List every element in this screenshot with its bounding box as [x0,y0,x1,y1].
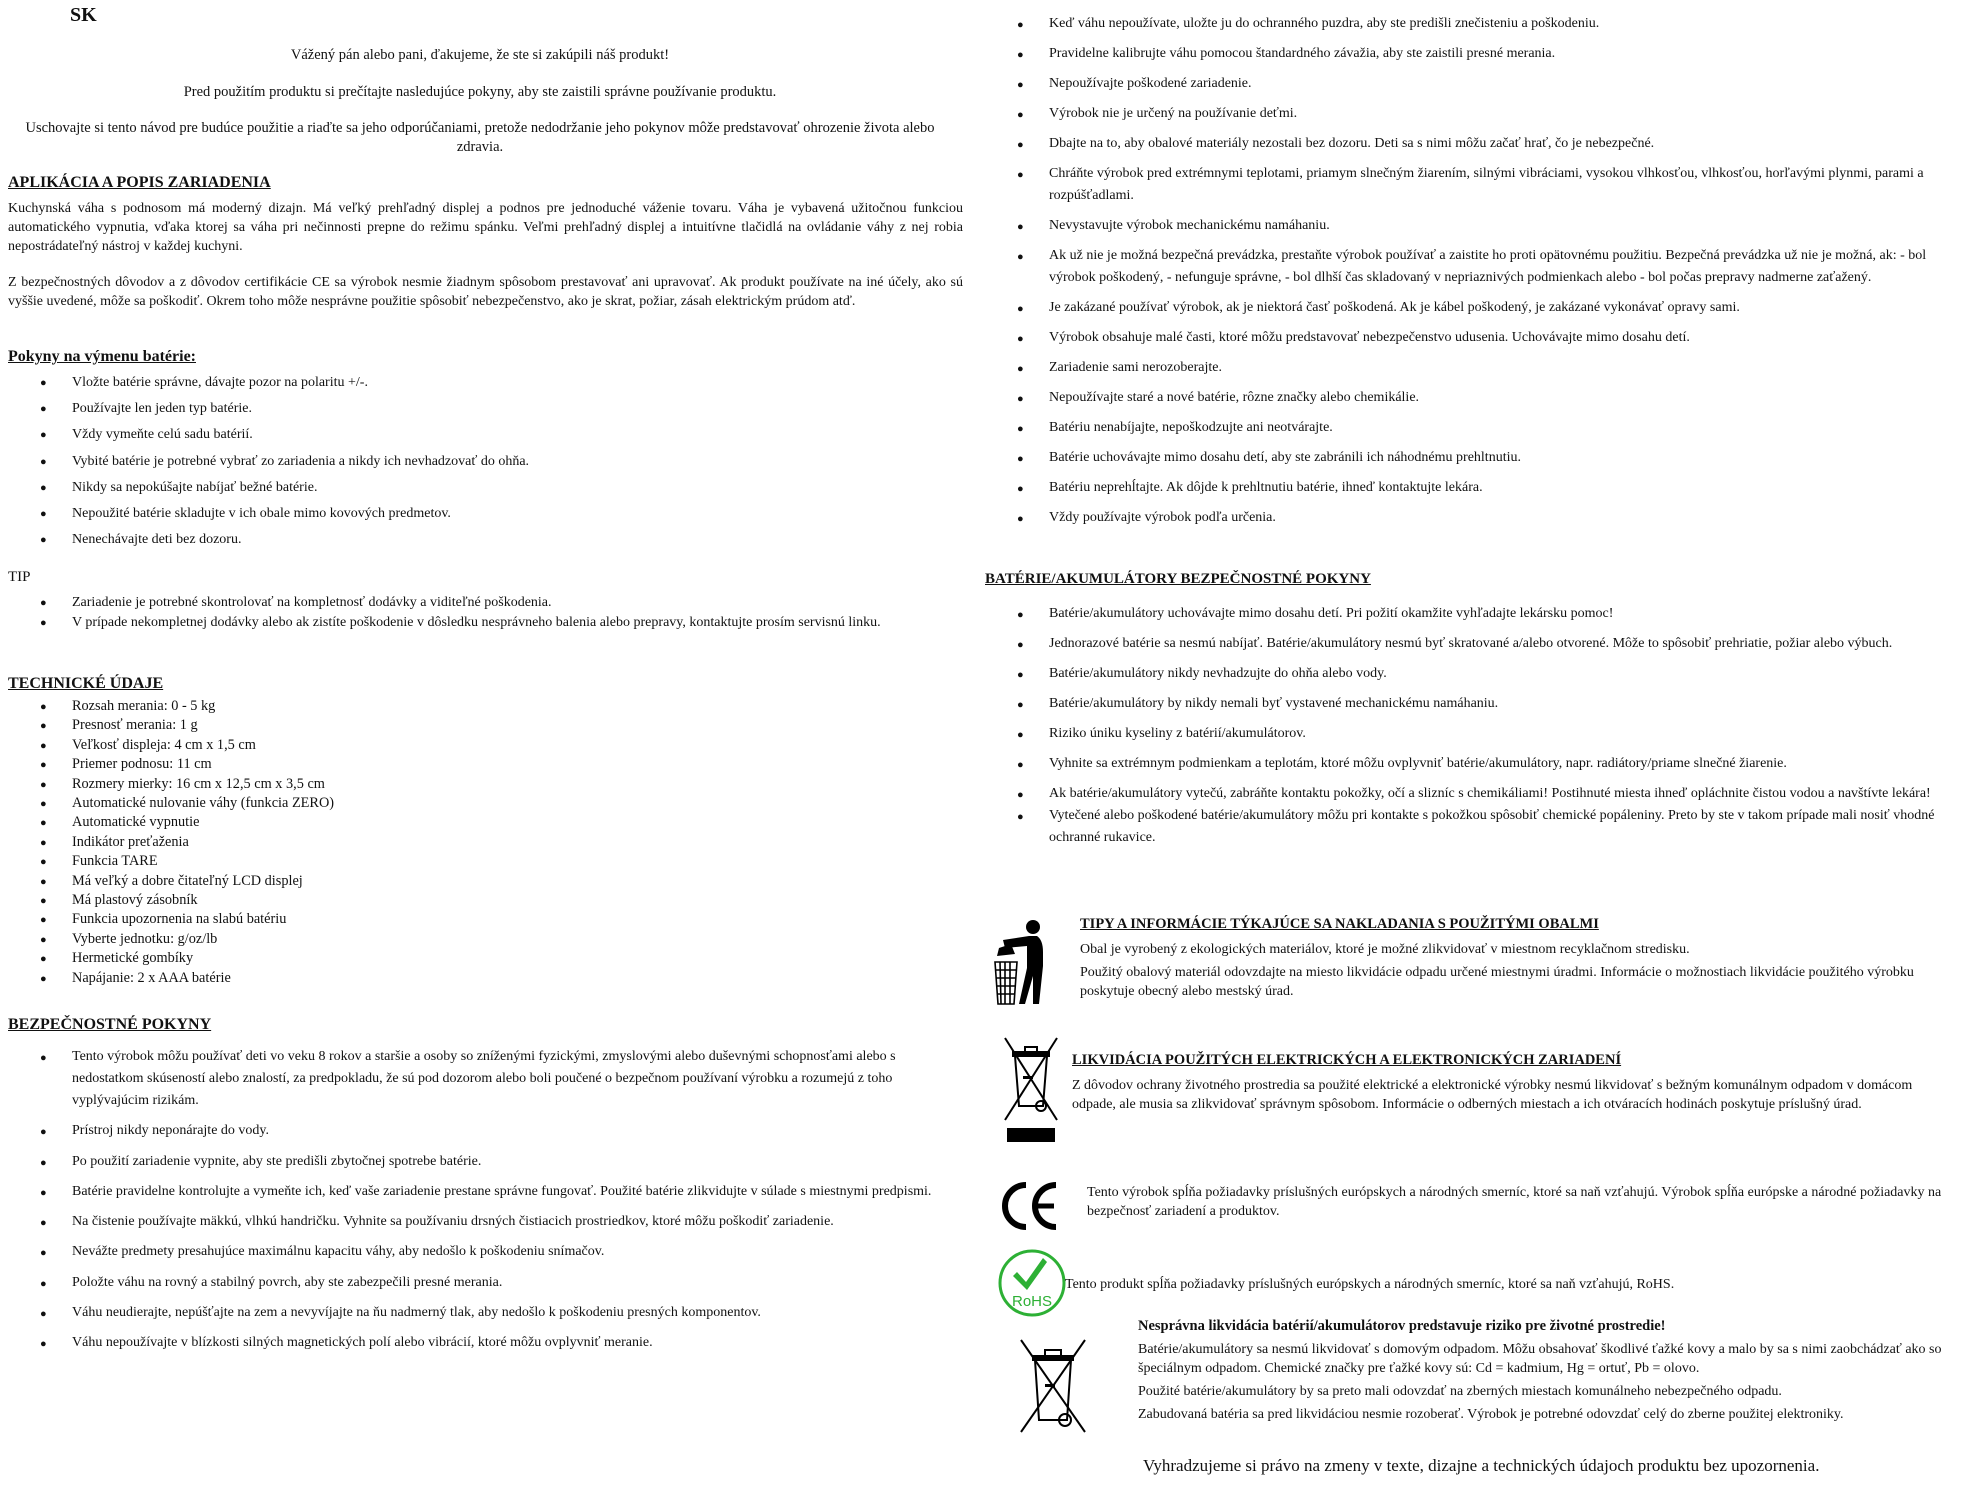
list-item: ● Vložte batérie správne, dávajte pozor na polaritu +/-. [8,373,958,392]
list-item: ● Batériu nenabíjajte, nepoškodzujte ani neotvárajte. [985,417,1940,439]
list-item: ● Má veľký a dobre čitateľný LCD displej [8,872,608,891]
safety-list-right [985,13,1940,537]
list-item: ● Rozsah merania: 0 - 5 kg [8,697,608,716]
list-item: ● Dbajte na to, aby obalové materiály nezostali bez dozoru. Deti sa s nimi môžu začať hrať, čo je nebezpečné. [985,133,1940,155]
application-paragraph-2: Z bezpečnostných dôvodov a z dôvodov certifikácie CE sa výrobok nesmie žiadnym spôsobom prestavovať ani upravovať. Ak produkt používate na iné účely, ako sú vyššie uvedené, môže sa poškodiť. Okrem toho môže nesprávne použitie spôsobiť nebezpečenstvo, ako je skrat, požiar, zásah elektrickým prúdom atď. [8,275,963,309]
list-item: ● Výrobok obsahuje malé časti, ktoré môžu predstavovať nebezpečenstvo udusenia. Uchovávajte mimo dosahu detí. [985,327,1940,349]
list-item: ● Funkcia TARE [8,852,608,871]
list-item: ● Ak batérie/akumulátory vytečú, zabráňte kontaktu pokožky, očí a slizníc s chemikáliami! Postihnuté miesta ihneď opláchnite čistou vodou a navštívte lekára! [985,783,1940,805]
list-item: ● Hermetické gombíky [8,949,608,968]
battery-disposal-heading: Nesprávna likvidácia batérií/akumulátorov predstavuje riziko pre životné prostredie! [1138,1318,1666,1334]
list-item: ● Funkcia upozornenia na slabú batériu [8,910,608,929]
list-item: ● Chráňte výrobok pred extrémnymi teplotami, priamym slnečným žiarením, silnými vibráciami, vysokou vlhkosťou, vlhkosťou, horľavými plynmi, parami a rozpúšťadlami. [985,163,1940,207]
tip-label: TIP [8,569,31,585]
list-item: ● Automatické nulovanie váhy (funkcia ZERO) [8,794,608,813]
list-item: ● Výrobok nie je určený na používanie deťmi. [985,103,1940,125]
intro-read-first: Pred použitím produktu si prečítajte nasledujúce pokyny, aby ste zaistili správne používanie produktu. [183,84,777,100]
weee-heading: LIKVIDÁCIA POUŽITÝCH ELEKTRICKÝCH A ELEKTRONICKÝCH ZARIADENÍ [1072,1052,1622,1068]
battery-disposal-bin-icon [1013,1336,1095,1436]
safety-heading: BEZPEČNOSTNÉ POKYNY [8,1016,212,1033]
list-item: ● Používajte len jeden typ batérie. [8,399,958,418]
crossed-bin-icon [1003,1036,1059,1144]
list-item: ● Indikátor preťaženia [8,833,608,852]
battery-disposal-text-3: Zabudovaná batéria sa pred likvidáciou nesmie rozoberať. Výrobok je potrebné odovzdať celý do zberne použitej elektroniky. [1138,1407,1844,1422]
list-item: ● Položte váhu na rovný a stabilný povrch, aby ste zabezpečili presné merania. [8,1272,963,1294]
list-item: ● Rozmery mierky: 16 cm x 12,5 cm x 3,5 cm [8,775,608,794]
tip-list [8,593,963,633]
list-item: ● Nepoužívajte poškodené zariadenie. [985,73,1940,95]
list-item: ● Ak už nie je možná bezpečná prevádzka, prestaňte výrobok používať a zaistite ho proti opätovnému použitiu. Bezpečná prevádzka už nie je možná, ak: - bol výrobok poškodený, - nefunguje správne, - bol dlhší čas skladovaný v nepriaznivých podmienkach alebo - bol počas prepravy nadmerne zaťažený. [985,245,1940,289]
list-item: ● Presnosť merania: 1 g [8,716,608,735]
rohs-logo-text: RoHS [1011,1293,1053,1310]
list-item: ● Batérie/akumulátory uchovávajte mimo dosahu detí. Pri požití okamžite vyhľadajte lekársku pomoc! [985,603,1940,625]
list-item: ● Nevážte predmety presahujúce maximálnu kapacitu váhy, aby nedošlo k poškodeniu snímačov. [8,1241,963,1263]
application-paragraph-1: Kuchynská váha s podnosom má moderný dizajn. Má veľký prehľadný displej a podnos pre jednoduché váženie tovaru. Váha je vybavená užitočnou funkciou automatického vypnutia, vďaka ktorej sa váha pri nečinnosti prepne do režimu spánku. Veľmi prehľadný displej a intuitívne tlačidlá na ovládanie váhy z nej robia nepostrádateľný nástroj v každej kuchyni. [8,201,963,254]
intro-keep-manual: Uschovajte si tento návod pre budúce použitie a riaďte sa jeho odporúčaniami, pretože nedodržanie jeho pokynov môže predstavovať ohrozenie života alebo zdravia. [25,120,935,155]
list-item: ● Batériu neprehĺtajte. Ak dôjde k prehltnutiu batérie, ihneď kontaktujte lekára. [985,477,1940,499]
list-item: ● Na čistenie používajte mäkkú, vlhkú handričku. Vyhnite sa používaniu drsných čistiacich prostriedkov, ktoré môžu poškodiť zariadenie. [8,1211,963,1233]
ce-mark-icon [1000,1181,1060,1231]
intro-greeting: Vážený pán alebo pani, ďakujeme, že ste si zakúpili náš produkt! [290,47,670,63]
list-item: ● Priemer podnosu: 11 cm [8,755,608,774]
list-item: ● Váhu neudierajte, nepúšťajte na zem a nevyvíjajte na ňu nadmerný tlak, aby nedošlo k poškodeniu presných komponentov. [8,1302,963,1324]
battery-disposal-text [1138,1340,1958,1428]
list-item: ● Jednorazové batérie sa nesmú nabíjať. Batérie/akumulátory nesmú byť skratované a/alebo otvorené. Môže to spôsobiť prehriatie, požiar alebo výbuch. [985,633,1940,655]
list-item: ● Váhu nepoužívajte v blízkosti silných magnetických polí alebo vibrácií, ktoré môžu ovplyvniť meranie. [8,1332,963,1354]
safety-list-left [8,1046,963,1363]
list-item: ● Veľkosť displeja: 4 cm x 1,5 cm [8,736,608,755]
list-item: ● Batérie/akumulátory nikdy nevhadzujte do ohňa alebo vody. [985,663,1940,685]
rohs-icon [997,1248,1067,1318]
weee-text: Z dôvodov ochrany životného prostredia sa použité elektrické a elektronické výrobky nesmú likvidovať s bežným komunálnym odpadom v domácom odpade, ale musia sa zlikvidovať správnym spôsobom. Informácie o odberných miestach a ich otváracích hodinách poskytuje príslušný úrad. [1072,1078,1913,1112]
battery-safety-heading: BATÉRIE/AKUMULÁTORY BEZPEČNOSTNÉ POKYNY [985,571,1371,587]
list-item: ● Nikdy sa nepokúšajte nabíjať bežné batérie. [8,478,958,497]
list-item: ● Riziko úniku kyseliny z batérií/akumulátorov. [985,723,1940,745]
list-item: ● Je zakázané používať výrobok, ak je niektorá časť poškodená. Ak je kábel poškodený, je zakázané vykonávať opravy sami. [985,297,1940,319]
ce-text: Tento výrobok spĺňa požiadavky príslušných európskych a národných smerníc, ktoré sa naň vzťahujú. Výrobok spĺňa európske a národné požiadavky na bezpečnosť zariadení a produktov. [1087,1185,1942,1219]
list-item: ● Vytečené alebo poškodené batérie/akumulátory môžu pri kontakte s pokožkou spôsobiť chemické popáleniny. Preto by ste v takom prípade mali nosiť vhodné ochranné rukavice. [985,805,1940,849]
battery-disposal-text-1: Batérie/akumulátory sa nesmú likvidovať s domovým odpadom. Môžu obsahovať škodlivé ťažké kovy a malo by sa s nimi zaobchádzať ako so špeciálnym odpadom. Chemické značky pre ťažké kovy sú: Cd = kadmium, Hg = ortuť, Pb = olovo. [1138,1342,1942,1376]
rohs-text: Tento produkt spĺňa požiadavky príslušných európskych a národných smerníc, ktoré sa naň vzťahujú, RoHS. [1065,1277,1675,1292]
list-item: ● V prípade nekompletnej dodávky alebo ak zistíte poškodenie v dôsledku nesprávneho balenia alebo prepravy, kontaktujte prosím servisnú linku. [8,613,963,632]
list-item: ● Má plastový zásobník [8,891,608,910]
packaging-heading: TIPY A INFORMÁCIE TÝKAJÚCE SA NAKLADANIA S POUŽITÝMI OBALMI [1080,916,1599,932]
list-item: ● Zariadenie je potrebné skontrolovať na kompletnosť dodávky a viditeľné poškodenia. [8,593,963,612]
list-item: ● Nevystavujte výrobok mechanickému namáhaniu. [985,215,1940,237]
technical-heading: TECHNICKÉ ÚDAJE [8,675,164,692]
language-code: SK [70,4,97,26]
list-item: ● Automatické vypnutie [8,813,608,832]
packaging-text-2: Použitý obalový materiál odovzdajte na miesto likvidácie odpadu určené miestnymi úradmi. Informácie o možnostiach likvidácie použitého výrobku poskytuje obecný alebo mestský úrad. [1080,965,1914,999]
list-item: ● Prístroj nikdy neponárajte do vody. [8,1120,963,1142]
list-item: ● Keď váhu nepoužívate, uložte ju do ochranného puzdra, aby ste predišli znečisteniu a poškodeniu. [985,13,1940,35]
list-item: ● Vyberte jednotku: g/oz/lb [8,930,608,949]
footer-disclaimer: Vyhradzujeme si právo na zmeny v texte, dizajne a technických údajoch produktu bez upozornenia. [1143,1456,1820,1475]
battery-disposal-text-2: Použité batérie/akumulátory by sa preto mali odovzdať na zberných miestach komunálneho nebezpečného odpadu. [1138,1384,1782,1399]
list-item: ● Tento výrobok môžu používať deti vo veku 8 rokov a staršie a osoby so zníženými fyzickými, zmyslovými alebo duševnými schopnosťami alebo s nedostatkom skúseností alebo znalostí, za predpokladu, že sú pod dozorom alebo boli poučené o bezpečnom používaní výrobku a rozumejú z toho vyplývajúcim rizikám. [8,1046,963,1112]
battery-safety-list [985,603,1940,857]
list-item: ● Pravidelne kalibrujte váhu pomocou štandardného závažia, aby ste zaistili presné merania. [985,43,1940,65]
battery-replacement-heading: Pokyny na výmenu batérie: [8,348,196,365]
list-item: ● Vždy používajte výrobok podľa určenia. [985,507,1940,529]
application-heading: APLIKÁCIA A POPIS ZARIADENIA [8,174,271,191]
list-item: ● Vyhnite sa extrémnym podmienkam a teplotám, ktoré môžu ovplyvniť batérie/akumulátory, napr. radiátory/priame slnečné žiarenie. [985,753,1940,775]
list-item: ● Zariadenie sami nerozoberajte. [985,357,1940,379]
list-item: ● Nepoužívajte staré a nové batérie, rôzne značky alebo chemikálie. [985,387,1940,409]
list-item: ● Po použití zariadenie vypnite, aby ste predišli zbytočnej spotrebe batérie. [8,1151,963,1173]
list-item: ● Batérie pravidelne kontrolujte a vymeňte ich, keď vaše zariadenie prestane správne fungovať. Použité batérie zlikvidujte v súlade s miestnymi predpismi. [8,1181,963,1203]
technical-list [8,697,608,988]
list-item: ● Batérie uchovávajte mimo dosahu detí, aby ste zabránili ich náhodnému prehltnutiu. [985,447,1940,469]
battery-replacement-list [8,373,958,556]
list-item: ● Napájanie: 2 x AAA batérie [8,969,608,988]
list-item: ● Nenechávajte deti bez dozoru. [8,530,958,549]
packaging-text [1080,940,1950,1005]
packaging-text-1: Obal je vyrobený z ekologických materiálov, ktoré je možné zlikvidovať v miestnom recyklačnom stredisku. [1080,942,1690,957]
list-item: ● Vždy vymeňte celú sadu batérií. [8,425,958,444]
list-item: ● Vybité batérie je potrebné vybrať zo zariadenia a nikdy ich nevhadzovať do ohňa. [8,452,958,471]
tidyman-icon [993,918,1051,1008]
list-item: ● Batérie/akumulátory by nikdy nemali byť vystavené mechanickému namáhaniu. [985,693,1940,715]
list-item: ● Nepoužité batérie skladujte v ich obale mimo kovových predmetov. [8,504,958,523]
